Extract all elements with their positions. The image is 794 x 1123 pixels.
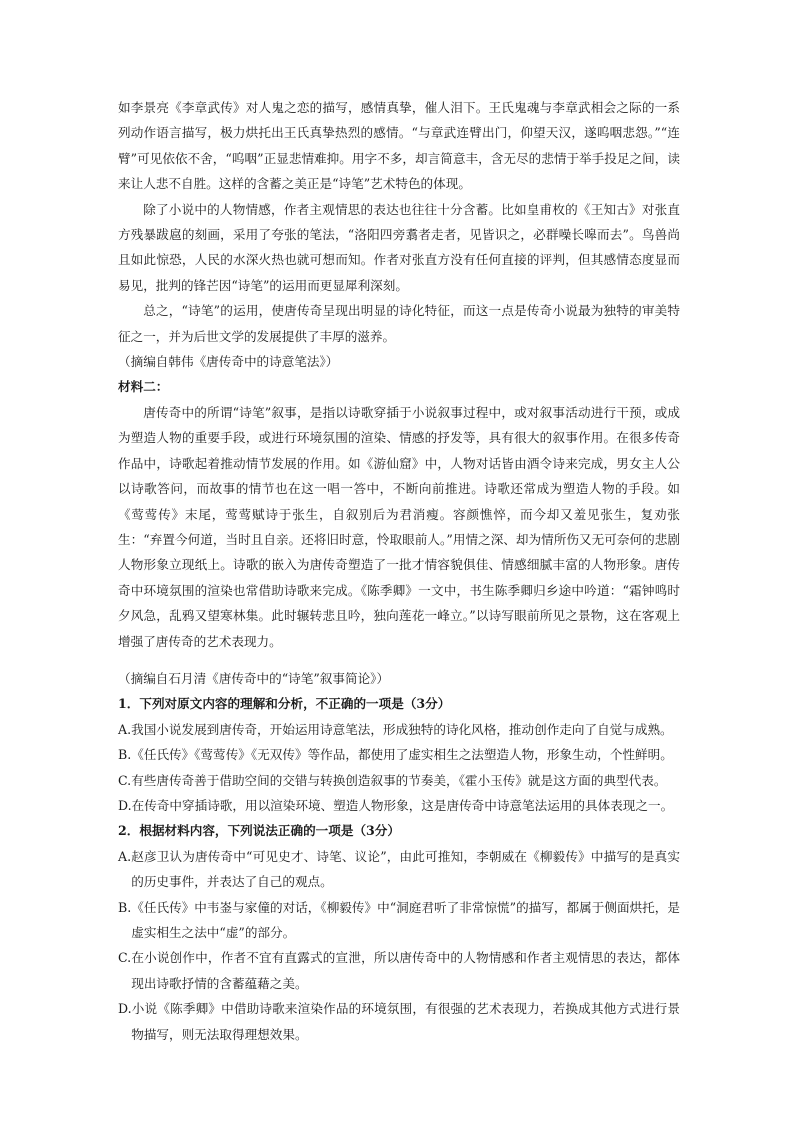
material-two-label: 材料二： [118,379,169,395]
question-option: B.《任氏传》中韦崟与家僮的对话，《柳毅传》中“洞庭君听了非常惊慌”的描写，都属于侧面烘托，是虚实相生之法中“虚”的部分。 [118,899,680,940]
question-stem: 2．根据材料内容，下列说法正确的一项是（3分） [118,823,400,839]
material-two-paragraph: 唐传奇中的所谓“诗笔”叙事，是指以诗歌穿插于小说叙事过程中，或对叙事活动进行干预，或成为塑造人物的重要手段，或进行环境氛围的渲染、情感的抒发等，具有很大的叙事作用。在很多传奇作品中，诗歌起着推动情节发展的作用。如《游仙窟》中，人物对话皆由酒令诗来完成，男女主人公以诗歌答问，而故事的情节也在这一唱一答中，不断向前推进。诗歌还常成为塑造人物的手段。如《莺莺传》末尾，莺莺赋诗于张生，自叙别后为君消瘦。容颜憔悴，而今却又羞见张生，复劝张生：“弃置今何道，当时且自亲。还将旧时意，怜取眼前人。”用情之深、却为情所伤又无可奈何的悲剧人物形象立现纸上。诗歌的嵌入为唐传奇塑造了一批才情容貌俱佳、情感细腻丰富的人物形象。唐传奇中环境氛围的渲染也常借助诗歌来完成。《陈季卿》一文中，书生陈季卿归乡途中吟道：“霜钟鸣时夕风急，乱鸦又望寒林集。此时辗转悲且吟，独向莲花一峰立。”以诗写眼前所见之景物，这在客观上增强了唐传奇的艺术表现力。 [118,404,680,649]
question-option: A.我国小说发展到唐传奇，开始运用诗意笔法，形成独特的诗化风格，推动创作走向了自觉与成熟。 [118,721,673,737]
material-one-source: （摘编自韩伟《唐传奇中的诗意笔法》） [118,354,339,370]
question-option: A.赵彦卫认为唐传奇中“可见史才、诗笔、议论”，由此可推知，李朝威在《柳毅传》中描写的是真实的历史事件，并表达了自己的观点。 [118,848,680,890]
question-option: C.有些唐传奇善于借助空间的交错与转换创造叙事的节奏美，《霍小玉传》就是这方面的典型代表。 [118,772,667,788]
question-option: C.在小说创作中，作者不宜有直露式的宣泄，所以唐传奇中的人物情感和作者主观情思的表达，都体现出诗歌抒情的含蓄蕴藉之美。 [118,950,680,991]
question-one [118,691,680,818]
material-two [118,374,680,691]
material-one [118,95,680,374]
material-one-paragraph: 如李景亮《李章武传》对人鬼之恋的描写，感情真挚，催人泪下。王氏鬼魂与李章武相会之际的一系列动作语言描写，极力烘托出王氏真挚热烈的感情。“与章武连臂出门，仰望天汉，遂呜咽悲怨。”“连臂”可见依依不舍，“呜咽”正显悲情难抑。用字不多，却言简意丰，含无尽的悲情于举手投足之间，读来让人悲不自胜。这样的含蓄之美正是“诗笔”艺术特色的体现。 [118,100,680,192]
material-one-paragraph: 除了小说中的人物情感，作者主观情思的表达也往往十分含蓄。比如皇甫枚的《王知古》对张直方残暴跋扈的刻画，采用了夸张的笔法，“洛阳四旁翥者走者，见皆识之，必群噪长嗥而去”。鸟兽尚且如此惊恐，人民的水深火热也就可想而知。作者对张直方没有任何直接的评判，但其感情态度显而易见，批判的锋芒因“诗笔”的运用而更显犀利深刻。 [118,201,680,293]
question-stem: 1．下列对原文内容的理解和分析，不正确的一项是（3分） [118,696,451,712]
question-option: D.在传奇中穿插诗歌，用以渲染环境、塑造人物形象，这是唐传奇中诗意笔法运用的具体表现之一。 [118,797,674,813]
question-option: B.《任氏传》《莺莺传》《无双传》等作品，都使用了虚实相生之法塑造人物，形象生动，个性鲜明。 [118,747,673,763]
question-two [118,818,680,1047]
question-option: D.小说《陈季卿》中借助诗歌来渲染作品的环境氛围，有很强的艺术表现力，若换成其他方式进行景物描写，则无法取得理想效果。 [118,1001,680,1042]
exam-page [118,95,680,1047]
material-one-paragraph: 总之，“诗笔”的运用，使唐传奇呈现出明显的诗化特征，而这一点是传奇小说最为独特的审美特征之一，并为后世文学的发展提供了丰厚的滋养。 [118,303,680,344]
material-two-source: （摘编自石月清《唐传奇中的“诗笔”叙事简论》） [118,670,390,686]
